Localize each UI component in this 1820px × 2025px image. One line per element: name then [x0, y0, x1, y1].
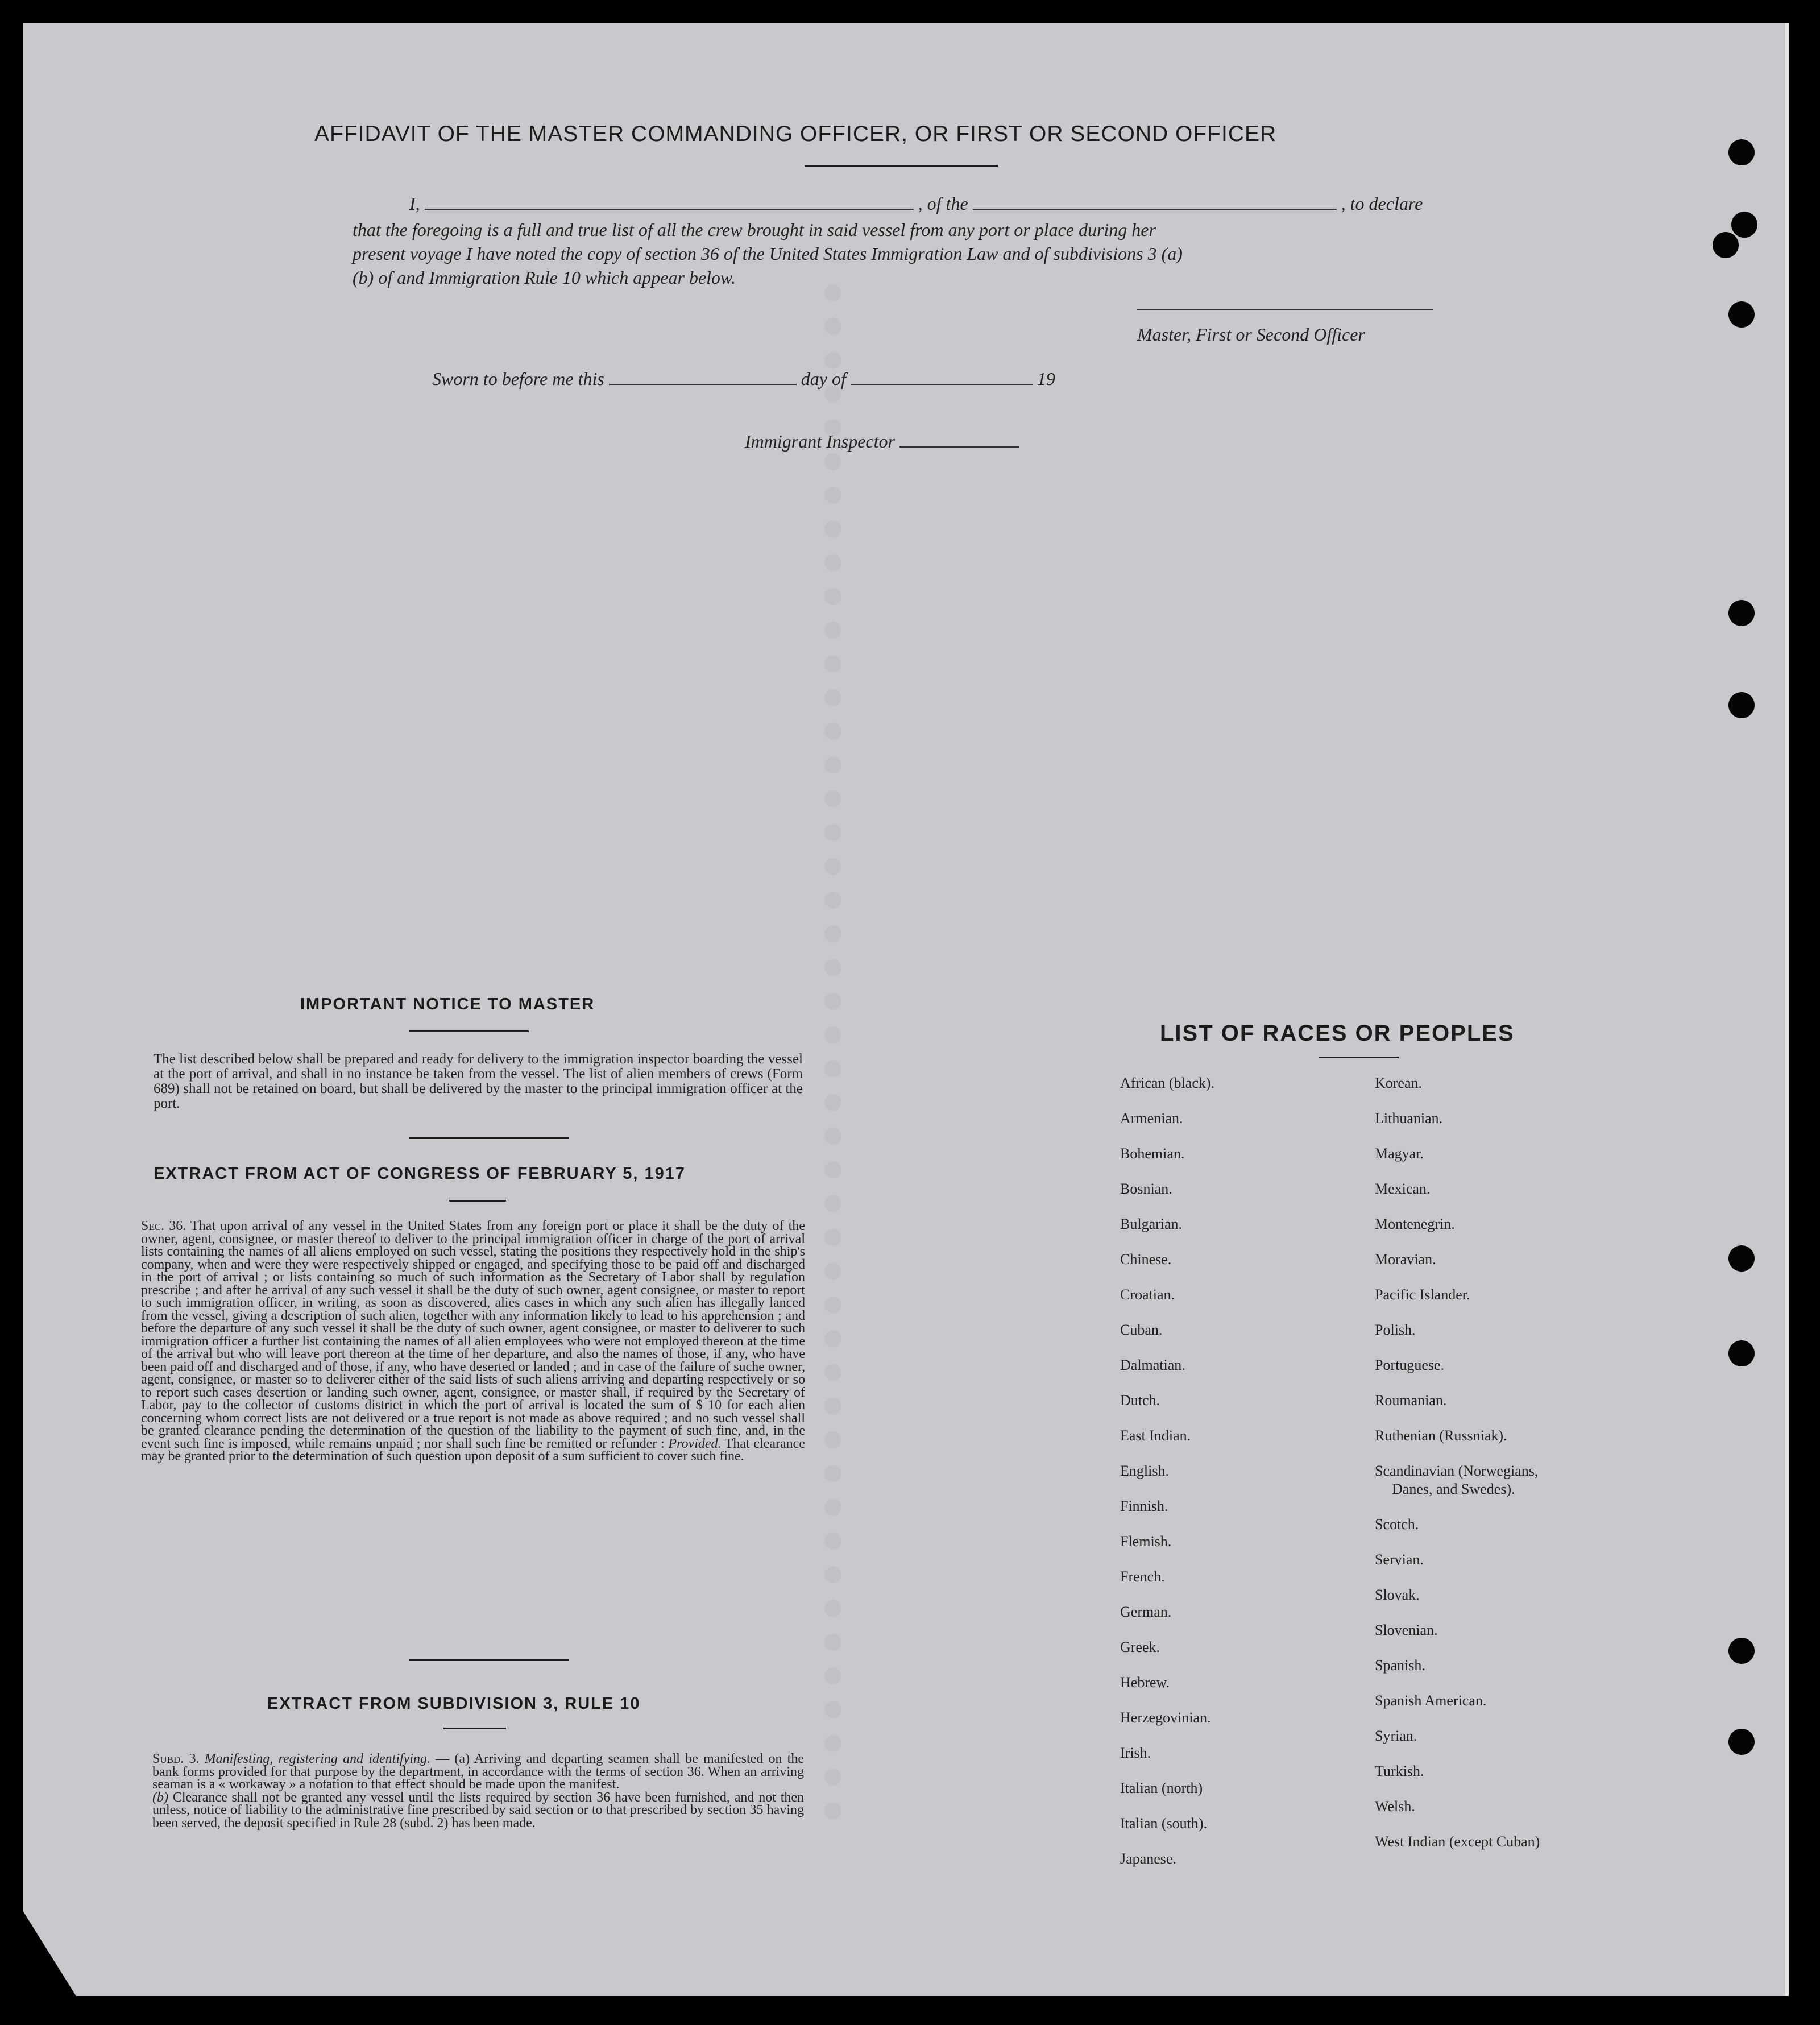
- race-item: Mexican.: [1375, 1181, 1431, 1197]
- races-title: LIST OF RACES OR PEOPLES: [1160, 1021, 1515, 1046]
- notice-end-rule: [409, 1137, 569, 1139]
- day-of-label: day of: [801, 368, 846, 389]
- race-item: Bohemian.: [1120, 1145, 1185, 1162]
- race-item: French.: [1120, 1568, 1165, 1585]
- affidavit-title-rule: [805, 165, 998, 167]
- race-item: Japanese.: [1120, 1850, 1176, 1867]
- races-column-2: [1375, 1075, 1540, 1869]
- act-provided: Provided.: [668, 1436, 722, 1451]
- race-item: Bosnian.: [1120, 1181, 1172, 1197]
- race-item: West Indian (except Cuban): [1375, 1833, 1540, 1850]
- master-signature-label: Master, First or Second Officer: [1137, 324, 1365, 345]
- races-column-1: [1120, 1075, 1214, 1886]
- race-item: Scandinavian (Norwegians,: [1375, 1463, 1539, 1479]
- race-item: Pacific Islander.: [1375, 1286, 1470, 1303]
- race-item: Korean.: [1375, 1075, 1423, 1091]
- race-item: Magyar.: [1375, 1145, 1424, 1162]
- race-item: Syrian.: [1375, 1728, 1417, 1744]
- punch-hole: [1728, 1638, 1755, 1664]
- race-item: German.: [1120, 1604, 1172, 1620]
- race-item: Flemish.: [1120, 1533, 1172, 1550]
- race-item: Finnish.: [1120, 1498, 1168, 1514]
- race-item: English.: [1120, 1463, 1169, 1479]
- race-item: Dalmatian.: [1120, 1357, 1185, 1373]
- inspector-label: Immigrant Inspector: [745, 431, 895, 452]
- affidavit-line-3: present voyage I have noted the copy of section 36 of the United States Immigration Law and of subdivisions 3 (a): [353, 243, 1183, 264]
- rule-extract-text: [152, 1753, 804, 1829]
- act-sec-label: Sec. 36.: [141, 1219, 186, 1233]
- race-item: Bulgarian.: [1120, 1216, 1183, 1232]
- race-item: Polish.: [1375, 1322, 1416, 1338]
- act-sec-body: That upon arrival of any vessel in the United States from any foreign port or place it shall be the duty of the owner, agent, consignee, or master thereof to deliver to the principal immigration officer in charge of the port of arrival lists containing the names of all aliens employed on such vessel, stating the positions they respectively hold in the ship's company, when and were they were respectively shipped or engaged, and specifying those to be paid off and discharged in the port of arrival ; or lists containing so much of such information as the Secretary of Labor shall by regulation prescribe ; and after he arrival of any such vessel it shall be the duty of such owner, agent consignee, or master to report to such immigration officer, in writing, as soon as discovered, alies cases in which any such alien has illegally lanced from the vessel, giving a description of such alien, together with any information likely to lead to his apprehension ; and before the departure of any such vessel it shall be the duty of such owner, agent consignee, or master to deliverer to such immigration officer a further list containing the names of all alien employees who were not employed thereon at the time of the arrival but who will leave port thereon at the time of her departure, and also the names of those, if any, who have been paid off and discharged and of those, if any, who have deserted or landed ; and in case of the failure of suche owner, agent, consignee, or master so to deliverer either of the said lists of such aliens arriving and departing respectively or so to report such cases desertion or landing such owner, agent, consignee, or master shall, if required by the Secretary of Labor, pay to the collector of customs district in which the port of arrival is located the sum of $ 10 for each alien concerning whom correct lists are not delivered or a true report is not made as above required ; and no such vessel shall be granted clearance pending the determination of the question of the liability to the payment of such fine, and, in the event such fine is imposed, while remains unpaid ; nor shall such fine be remitted or refunder :: [141, 1219, 805, 1451]
- act-sec-end: That clearance may be granted prior to the determination of such question upon deposit of a sum sufficient to cover such fine.: [141, 1436, 805, 1464]
- race-item: Turkish.: [1375, 1763, 1424, 1779]
- race-item: Welsh.: [1375, 1798, 1415, 1815]
- sworn-day-field[interactable]: [609, 384, 797, 385]
- affidavit-line-2: that the foregoing is a full and true list of all the crew brought in said vessel from any port or place during her: [353, 220, 1156, 240]
- punch-hole: [1728, 600, 1755, 626]
- race-item: Cuban.: [1120, 1322, 1163, 1338]
- torn-corner: [23, 1911, 80, 2002]
- notice-title-rule: [409, 1030, 529, 1032]
- race-item: Spanish.: [1375, 1657, 1425, 1674]
- race-item: Spanish American.: [1375, 1692, 1487, 1709]
- sworn-label: Sworn to before me this: [432, 368, 604, 389]
- race-item: Montenegrin.: [1375, 1216, 1455, 1232]
- race-item: Slovenian.: [1375, 1622, 1438, 1638]
- race-item: Italian (north): [1120, 1780, 1203, 1796]
- rule-subd-label: Subd. 3.: [152, 1751, 200, 1766]
- act-end-rule: [409, 1659, 569, 1661]
- rule-para-b: Clearance shall not be granted any vessel until the lists required by section 36 have been furnished, and not then unless, notice of liability to the administrative fine prescribed by said section or to that prescribed by section 35 having been served, the deposit specified in Rule 28 (subd. 2) has been made.: [152, 1790, 805, 1831]
- race-item: Slovak.: [1375, 1587, 1420, 1603]
- inspector-line: [745, 431, 1019, 452]
- races-title-rule: [1319, 1057, 1399, 1058]
- affidavit-of-the-label: , of the: [918, 193, 968, 214]
- rule-para-b-lead: (b): [152, 1790, 168, 1805]
- affidavit-title: AFFIDAVIT OF THE MASTER COMMANDING OFFICER, OR FIRST OR SECOND OFFICER: [314, 122, 1277, 146]
- race-item: Portuguese.: [1375, 1357, 1445, 1373]
- master-name-field[interactable]: [425, 209, 914, 210]
- inspector-signature-field[interactable]: [899, 446, 1019, 448]
- rule-extract-title: EXTRACT FROM SUBDIVISION 3, RULE 10: [267, 1695, 641, 1713]
- year-label: 19: [1037, 368, 1055, 389]
- notice-title: IMPORTANT NOTICE TO MASTER: [300, 995, 595, 1013]
- race-item: Servian.: [1375, 1551, 1424, 1568]
- rule-subd-title: Manifesting, registering and identifying.: [204, 1751, 430, 1766]
- rule-extract-title-rule: [443, 1728, 506, 1729]
- punch-hole: [1728, 139, 1755, 165]
- punch-hole: [1728, 692, 1755, 718]
- affidavit-declare-label: , to declare: [1341, 193, 1423, 214]
- race-item: African (black).: [1120, 1075, 1215, 1091]
- act-extract-title-rule: [449, 1200, 506, 1202]
- punch-hole: [1728, 1245, 1755, 1272]
- race-item: Dutch.: [1120, 1392, 1160, 1409]
- race-item: Greek.: [1120, 1639, 1160, 1655]
- act-extract-text: [141, 1220, 805, 1463]
- race-item: Lithuanian.: [1375, 1110, 1443, 1127]
- punch-hole: [1731, 212, 1757, 238]
- affidavit-i-label: I,: [409, 193, 420, 214]
- notice-text: The list described below shall be prepared and ready for delivery to the immigration inspector boarding the vessel at the port of arrival, and shall in no instance be taken from the vessel. The list of alien members of crews (Form 689) shall not be retained on board, but shall be delivered by the master to the principal immigration officer at the port.: [154, 1051, 803, 1111]
- race-item: Roumanian.: [1375, 1392, 1447, 1409]
- punch-hole: [1728, 1729, 1755, 1755]
- rule-para-a: — (a) Arriving and departing seamen shall be manifested on the bank forms provided for that purpose by the department, in accordance with the terms of section 36. When an arriving seaman is a « workaway » a notation to that effect should be made upon the manifest.: [152, 1751, 805, 1792]
- race-item: Chinese.: [1120, 1251, 1172, 1268]
- act-extract-title: EXTRACT FROM ACT OF CONGRESS OF FEBRUARY 5, 1917: [154, 1165, 686, 1183]
- race-item: Hebrew.: [1120, 1674, 1170, 1691]
- race-item: Irish.: [1120, 1745, 1151, 1761]
- bleed-through: [824, 284, 1126, 1820]
- race-item: Moravian.: [1375, 1251, 1436, 1268]
- affidavit-line-1: [409, 193, 1423, 214]
- race-item: Armenian.: [1120, 1110, 1183, 1127]
- affidavit-line-4: (b) of and Immigration Rule 10 which appear below.: [353, 267, 736, 288]
- vessel-name-field[interactable]: [973, 209, 1337, 210]
- race-item: Croatian.: [1120, 1286, 1175, 1303]
- punch-hole: [1713, 232, 1739, 258]
- race-item: Ruthenian (Russniak).: [1375, 1427, 1507, 1444]
- sworn-line: [432, 368, 1055, 390]
- punch-hole: [1728, 301, 1755, 328]
- race-item: East Indian.: [1120, 1427, 1191, 1444]
- race-item: Scotch.: [1375, 1516, 1419, 1533]
- sworn-month-field[interactable]: [851, 384, 1033, 385]
- master-signature-field[interactable]: [1137, 290, 1433, 310]
- race-item: Danes, and Swedes).: [1392, 1481, 1515, 1497]
- punch-hole: [1728, 1340, 1755, 1366]
- race-item: Italian (south).: [1120, 1815, 1208, 1832]
- race-item: Herzegovinian.: [1120, 1709, 1211, 1726]
